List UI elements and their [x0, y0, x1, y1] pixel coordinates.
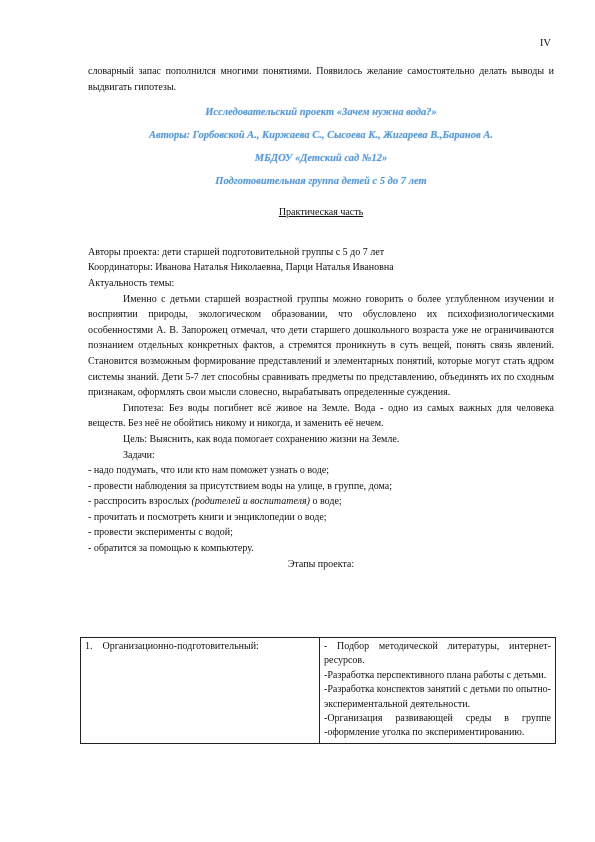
- coordinators-line: Координаторы: Иванова Наталья Николаевна, Парци Наталья Ивановна: [88, 262, 394, 274]
- stage-task-item: -Организация развивающей среды в группе -оформление уголка по экспериментированию.: [324, 713, 551, 739]
- stage-tasks-cell: [320, 638, 556, 744]
- stages-table: [80, 637, 556, 744]
- task-item: - прочитать и посмотреть книги и энциклопедии о воде;: [88, 511, 327, 523]
- stage-task-item: - Подбор методической литературы, интернет-ресурсов.: [324, 641, 551, 667]
- project-title: Исследовательский проект «Зачем нужна вода?»: [205, 107, 437, 119]
- stage-name-cell: [81, 638, 320, 744]
- page-number: IV: [539, 38, 551, 49]
- stage-task-item: -Разработка конспектов занятий с детьми по опытно- экспериментальной деятельности.: [324, 684, 551, 710]
- stage-task-item: -Разработка перспективного плана работы с детьми.: [324, 669, 547, 681]
- task-italic-text: (родителей и воспитателя): [191, 496, 311, 508]
- task-item: - надо подумать, что или кто нам поможет узнать о воде;: [88, 465, 330, 477]
- task-text: - расспросить взрослых: [88, 496, 192, 508]
- goal-paragraph: Цель: Выяснить, как вода помогает сохранению жизни на Земле.: [123, 433, 400, 445]
- project-authors: Авторы: Горбовской А., Киржаева С., Сысоева К., Жигарева В.,Баранов А.: [149, 130, 493, 142]
- tasks-label: Задачи:: [123, 449, 155, 461]
- project-header: [88, 105, 554, 189]
- task-item: - провести наблюдения за присутствием воды на улице, в группе, дома;: [88, 480, 393, 492]
- task-text: о воде;: [310, 496, 342, 508]
- project-institution: МБДОУ «Детский сад №12»: [254, 153, 388, 165]
- task-item: [88, 494, 554, 510]
- practice-title: Практическая часть: [278, 207, 364, 219]
- task-item: - обратится за помощью к компьютеру.: [88, 543, 254, 555]
- intro-paragraph: словарный запас пополнился многими понятиями. Появилось желание самостоятельно делать выводы и выдвигать гипотезы.: [88, 66, 554, 93]
- hypothesis-paragraph: Гипотеза: Без воды погибнет всё живое на Земле. Вода - одно из самых важных для человека веществ. Без неё не обойтись никому и никогда, и заменить её нечем.: [88, 402, 554, 430]
- relevance-paragraph: Именно с детьми старшей возрастной группы можно говорить о более углубленном изучении и восприятии природы, экологическом образовании, что обусловлено их психофизиологическими особенностями А. В. Запорожец отмечал, что дети старшего дошкольного возраста уже не ограничиваются познанием отдельных конкретных фактов, а стремятся проникнуть в суть вещей, понять связь явлений. Становится возможным формирование представлений и элементарных понятий, которые могут стать ядром системы знаний. Дети 5-7 лет способны сравнивать предметы по представлению, объединять их по сходным признакам, оформлять свои мысли словесно, вырабатывать определенные суждения.: [88, 293, 554, 399]
- project-group: Подготовительная группа детей с 5 до 7 лет: [215, 176, 427, 188]
- stage-number: 1.: [85, 641, 93, 652]
- relevance-label: Актуальность темы:: [88, 277, 175, 289]
- table-row: [81, 638, 556, 744]
- tasks-list: [88, 463, 554, 557]
- stage-name: Организационно-подготовительный:: [102, 641, 259, 652]
- stages-title: Этапы проекта:: [287, 558, 355, 570]
- document-body: [88, 64, 554, 572]
- task-item: - провести эксперименты с водой;: [88, 527, 233, 539]
- authors-line: Авторы проекта: дети старшей подготовительной группы с 5 до 7 лет: [88, 246, 385, 258]
